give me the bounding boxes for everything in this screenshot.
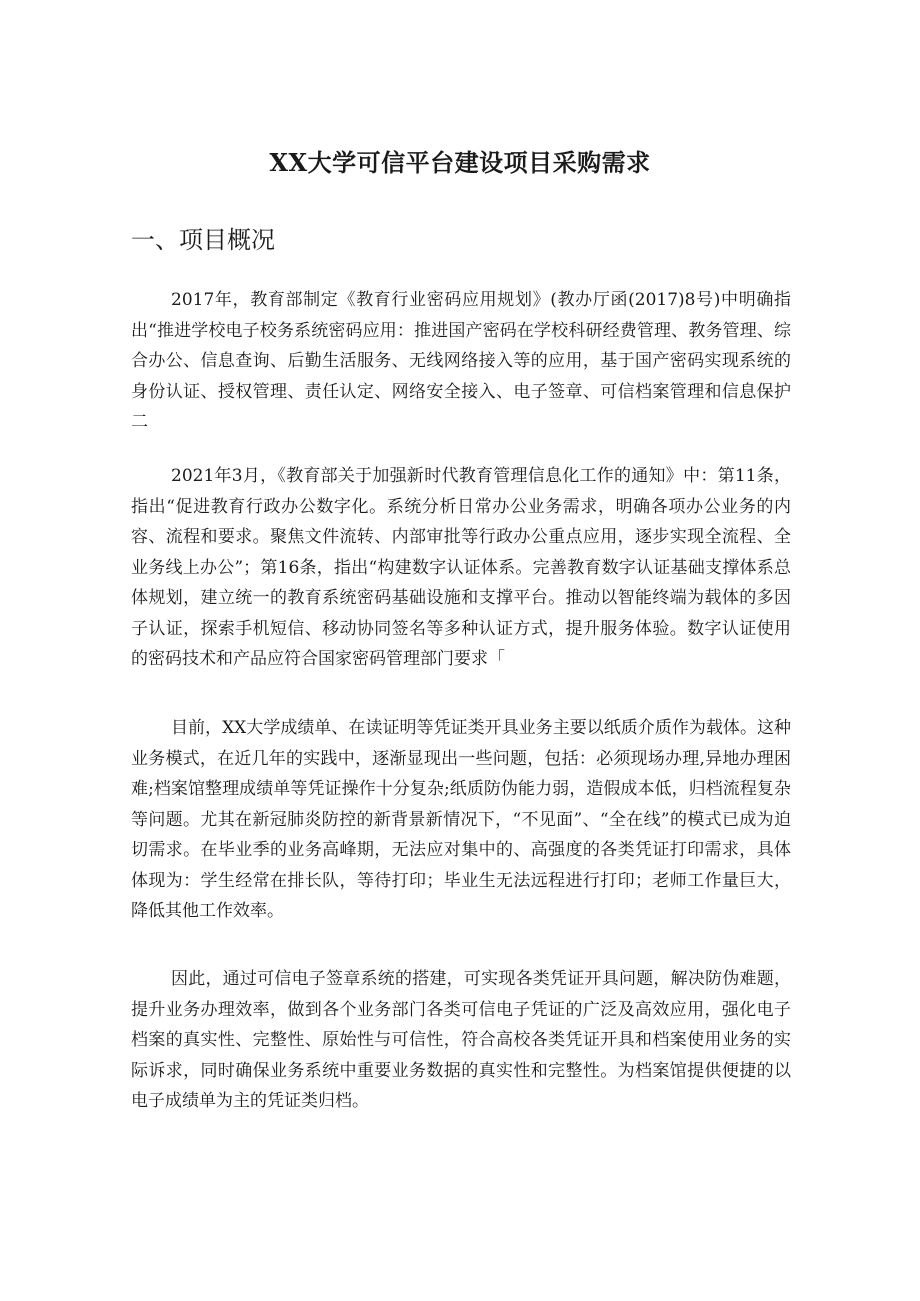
section-heading-project-overview: 一、项目概况 [131, 226, 275, 254]
paragraph: 因此，通过可信电子签章系统的搭建，可实现各类凭证开具问题，解决防伪难题，提升业务办理效率，做到各个业务部门各类可信电子凭证的广泛及高效应用，强化电子档案的真实性、完整性、原始性与可信性，符合高校各类凭证开具和档案使用业务的实际诉求，同时确保业务系统中重要业务数据的真实性和完整性。为档案馆提供便捷的以电子成绩单为主的凭证类归档。 [131, 969, 791, 1111]
document-title: XX大学可信平台建设项目采购需求 [269, 148, 651, 177]
paragraph: 2017年，教育部制定《教育行业密码应用规划》(教办厅函(2017)8号)中明确指出“推进学校电子校务系统密码应用：推进国产密码在学校科研经费管理、教务管理、综合办公、信息查询、后勤生活服务、无线网络接入等的应用，基于国产密码实现系统的身份认证、授权管理、责任认定、网络安全接入、电子签章、可信档案管理和信息保护二 [131, 290, 791, 432]
paragraph: 2021年3月，《教育部关于加强新时代教育管理信息化工作的通知》中：第11条，指出“促进教育行政办公数字化。系统分析日常办公业务需求，明确各项办公业务的内容、流程和要求。聚焦文件流转、内部审批等行政办公重点应用，逐步实现全流程、全业务线上办公”；第16条，指出“构建数字认证体系。完善教育数字认证基础支撑体系总体规划，建立统一的教育系统密码基础设施和支撑平台。推动以智能终端为载体的多因子认证，探索手机短信、移动协同签名等多种认证方式，提升服务体验。数字认证使用的密码技术和产品应符合国家密码管理部门要求「 [131, 466, 791, 669]
paragraph: 目前，XX大学成绩单、在读证明等凭证类开具业务主要以纸质介质作为载体。这种业务模式，在近几年的实践中，逐渐显现出一些问题，包括：必须现场办理,异地办理困难;档案馆整理成绩单等凭证操作十分复杂;纸质防伪能力弱，造假成本低，归档流程复杂等问题。尤其在新冠肺炎防控的新背景新情况下，“不见面”、“全在线”的模式已成为迫切需求。在毕业季的业务高峰期，无法应对集中的、高强度的各类凭证打印需求，具体体现为：学生经常在排长队，等待打印；毕业生无法远程进行打印；老师工作量巨大，降低其他工作效率。 [131, 718, 791, 921]
